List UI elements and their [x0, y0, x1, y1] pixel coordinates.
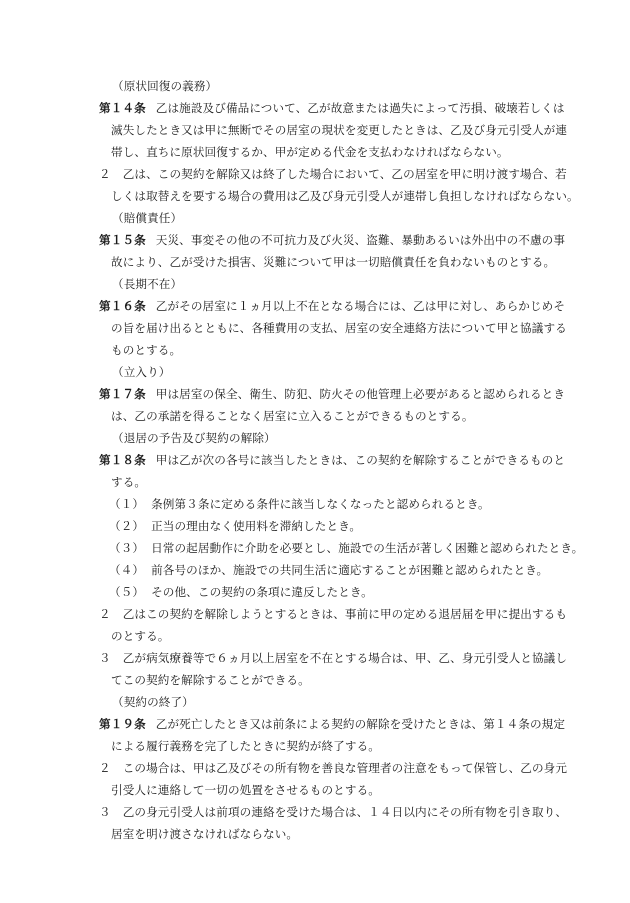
paragraph-text: しくは取替えを要する場合の費用は乙及び身元引受人が連帯し負担しなければならない。 [111, 189, 579, 203]
article-number: 第１６条 [99, 299, 146, 313]
list-item-text: 条例第３条に定める条件に該当しなくなったと認められるとき。 [151, 497, 490, 511]
article-number: 第１５条 [99, 233, 146, 247]
list-item-text: 日常の起居動作に介助を必要とし、施設での生活が著しく困難と認められたとき。 [151, 541, 584, 555]
paragraph-number: ２ [99, 761, 111, 775]
article-line [99, 386, 565, 402]
article-heading-text: （契約の終了） [112, 695, 194, 709]
article-heading [112, 210, 182, 226]
paragraph-line [111, 672, 310, 688]
article-number: 第１８条 [99, 453, 146, 467]
article-line [111, 738, 380, 754]
list-item [109, 518, 361, 534]
paragraph-number: ２ [99, 167, 111, 181]
article-line [111, 342, 181, 358]
article-text: 甲は乙が次の各号に該当したときは、この契約を解除することができるものと [155, 453, 566, 467]
article-line [111, 144, 509, 160]
article-heading-text: （賠償責任） [112, 211, 183, 225]
list-item [109, 584, 373, 600]
article-number: 第１７条 [99, 387, 146, 401]
article-heading-text: （原状回復の義務） [112, 79, 218, 93]
paragraph-text: 乙が病気療養等で６ヵ月以上居室を不在とする場合は、甲、乙、身元引受人と協議し [122, 651, 568, 665]
paragraph-line [99, 650, 567, 666]
article-heading-text: （立入り） [112, 365, 171, 379]
paragraph-text: 引受人に連絡して一切の処置をさせるものとする。 [111, 783, 380, 797]
article-line [99, 716, 565, 732]
article-line [99, 100, 565, 116]
paragraph-line [99, 606, 567, 622]
list-item-number: （４） [109, 563, 145, 577]
article-line [99, 298, 565, 314]
list-item [109, 496, 490, 512]
article-text: 天災、事変その他の不可抗力及び火災、盗難、暴動あるいは外出中の不慮の事 [155, 233, 566, 247]
article-number: 第１４条 [99, 101, 146, 115]
article-heading [112, 78, 217, 94]
article-text: 乙が死亡したとき又は前条による契約の解除を受けたときは、第１４条の規定 [155, 717, 566, 731]
paragraph-line [111, 782, 380, 798]
article-line [111, 122, 567, 138]
paragraph-number: ３ [99, 651, 111, 665]
article-text: 帯し、直ちに原状回復するか、甲が定める代金を支払わなければならない。 [111, 145, 509, 159]
article-text: 乙がその居室に１ヵ月以上不在となる場合には、乙は甲に対し、あらかじめそ [155, 299, 566, 313]
article-text: の旨を届け出るとともに、各種費用の支払、居室の安全連絡方法について甲と協議する [111, 321, 567, 335]
article-text: する。 [111, 475, 147, 489]
paragraph-line [111, 628, 169, 644]
article-line [111, 474, 146, 490]
article-text: による履行義務を完了したときに契約が終了する。 [111, 739, 380, 753]
article-line [111, 320, 567, 336]
list-item-text: 正当の理由なく使用料を滞納したとき。 [151, 519, 362, 533]
list-item-number: （３） [109, 541, 145, 555]
paragraph-line [99, 804, 567, 820]
article-number: 第１９条 [99, 717, 146, 731]
article-heading [112, 694, 194, 710]
list-item [109, 562, 548, 578]
article-heading [112, 364, 170, 380]
paragraph-number: ２ [99, 607, 111, 621]
article-text: は、乙の承諾を得ることなく居室に立入ることができるものとする。 [111, 409, 474, 423]
article-heading [112, 430, 276, 446]
paragraph-text: のとする。 [111, 629, 170, 643]
paragraph-text: 乙は、この契約を解除又は終了した場合において、乙の居室を甲に明け渡す場合、若 [122, 167, 567, 181]
list-item-number: （２） [109, 519, 145, 533]
paragraph-line [99, 166, 567, 182]
article-text: 故により、乙が受けた損害、災難について甲は一切賠償責任を負わないものとする。 [111, 255, 556, 269]
article-line [99, 452, 565, 468]
article-line [111, 254, 555, 270]
article-text: 乙は施設及び備品について、乙が故意または過失によって汚損、破壊若しくは [155, 101, 565, 115]
paragraph-text: 居室を明け渡さなければならない。 [111, 827, 299, 841]
paragraph-line [111, 826, 298, 842]
list-item [109, 540, 583, 556]
paragraph-number: ３ [99, 805, 111, 819]
list-item-number: （１） [109, 497, 145, 511]
paragraph-line [99, 760, 567, 776]
paragraph-line [111, 188, 579, 204]
article-line [99, 232, 565, 248]
article-text: 滅失したとき又は甲に無断でその居室の現状を変更したときは、乙及び身元引受人が連 [111, 123, 568, 137]
article-heading-text: （退居の予告及び契約の解除） [112, 431, 276, 445]
list-item-text: 前各号のほか、施設での共同生活に適応することが困難と認められたとき。 [151, 563, 549, 577]
article-line [111, 408, 474, 424]
list-item-number: （５） [109, 585, 145, 599]
article-heading-text: （長期不在） [112, 277, 183, 291]
article-text: 甲は居室の保全、衛生、防犯、防火その他管理上必要があると認められるとき [155, 387, 566, 401]
paragraph-text: 乙の身元引受人は前項の連絡を受けた場合は、１４日以内にその所有物を引き取り、 [122, 805, 568, 819]
article-heading [112, 276, 182, 292]
paragraph-text: てこの契約を解除することができる。 [111, 673, 310, 687]
article-text: ものとする。 [111, 343, 182, 357]
paragraph-text: この場合は、甲は乙及びその所有物を善良な管理者の注意をもって保管し、乙の身元 [122, 761, 568, 775]
list-item-text: その他、この契約の条項に違反したとき。 [151, 585, 373, 599]
paragraph-text: 乙はこの契約を解除しようとするときは、事前に甲の定める退居届を甲に提出するも [122, 607, 568, 621]
